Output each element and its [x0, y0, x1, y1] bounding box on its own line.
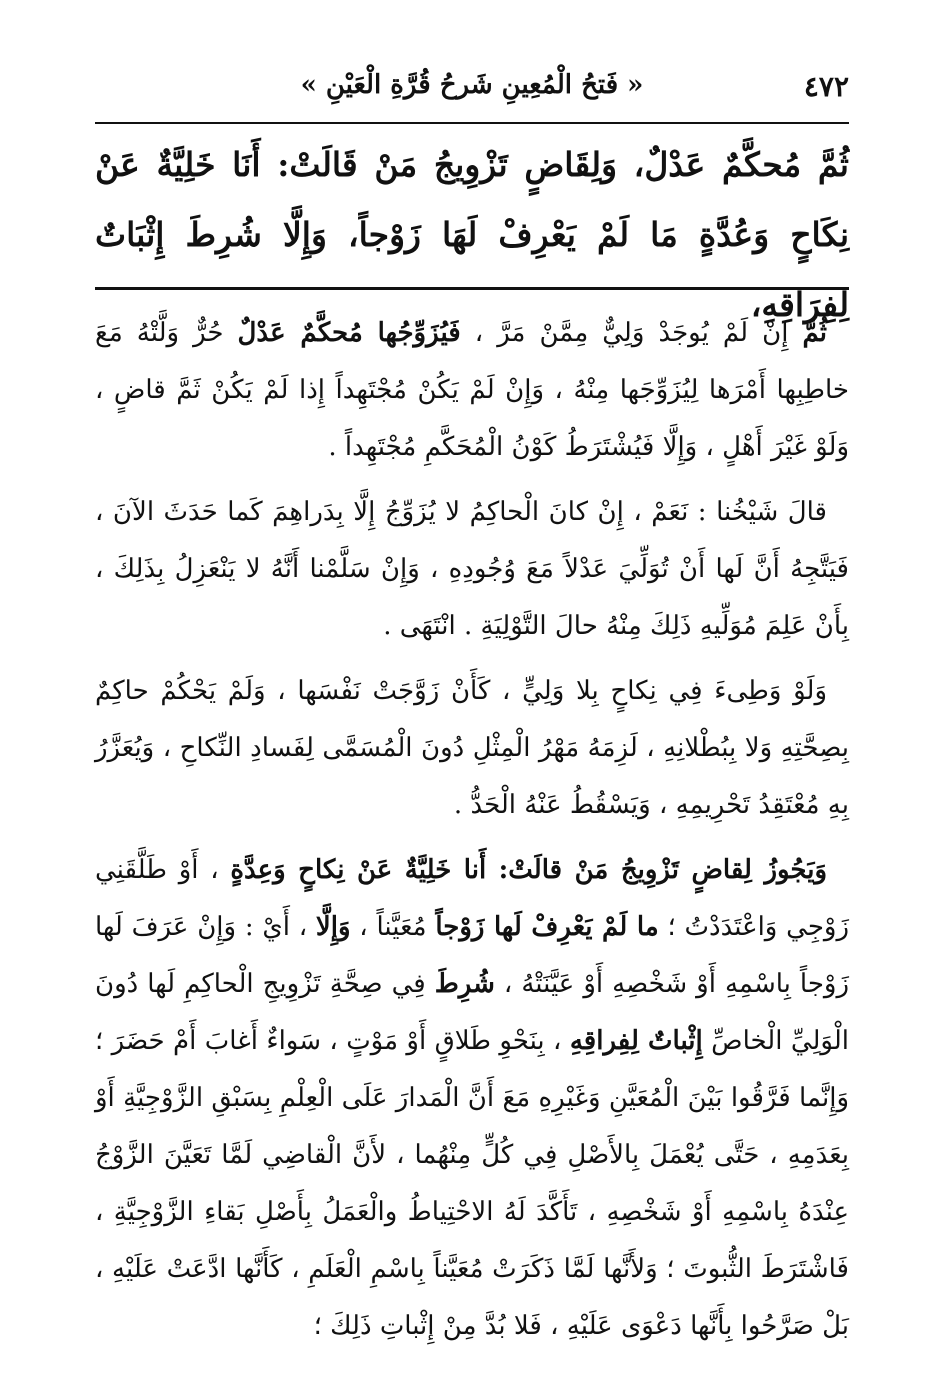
commentary-text: مُعَيَّناً ، — [350, 912, 436, 942]
commentary-text: ، أَيْ : وَإِنْ عَرَفَ لَها زَوْجاً بِاسْمِهِ أَوْ شَخْصِهِ أَوْ عَيَّنَتْهُ ، — [95, 912, 849, 999]
quoted-matn: وَإِلَّا — [315, 912, 351, 942]
commentary-paragraph-3: وَلَوْ وَطِىءَ فِي نِكاحٍ بِلا وَلِيٍّ ، كَأَنْ زَوَّجَتْ نَفْسَها ، وَلَمْ يَحْكُمْ حاكِمٌ بِصِحَّتِهِ وَلا بِبُطْلانِهِ ، لَزِمَهُ مَهْرُ الْمِثْلِ دُونَ الْمُسَمَّى لِفَسادِ النِّكاحِ ، وَيُعَزَّرُ بِهِ مُعْتَقِدُ تَحْرِيمِهِ ، وَيَسْقُطُ عَنْهُ الْحَدُّ . — [95, 676, 849, 820]
page-header — [95, 66, 849, 116]
running-title: « فَتحُ الْمُعِينِ شَرحُ قُرَّةِ الْعَيْنِ » — [300, 70, 644, 100]
matn-text: ثُمَّ مُحكَّمٌ عَدْلٌ، وَلِقَاضٍ تَزْوِيجُ مَنْ قَالَتْ: أَنَا خَلِيَّةٌ عَنْ نِكَاحٍ وَعُدَّةٍ مَا لَمْ يَعْرِفْ لَهَا زَوْجاً، وَإِلَّا شُرِطَ إِثْبَاتٌ لِفِرَاقِهِ، — [95, 145, 849, 324]
commentary-paragraph-1 — [95, 305, 849, 476]
quoted-matn: شُرِطَ — [434, 969, 495, 999]
commentary-text: ، بِنَحْوِ طَلاقٍ أَوْ مَوْتٍ ، سَواءٌ أَغابَ أَمْ حَضَرَ ؛ وَإِنَّما فَرَّقُوا بَيْنَ الْمُعَيَّنِ وَغَيْرِهِ مَعَ أَنَّ الْمَدارَ عَلَى الْعِلْمِ بِسَبْقِ الزَّوْجِيَّةِ أَوْ بِعَدَمِهِ ، حَتَّى يُعْمَلَ بِالأَصْلِ فِي كُلٍّ مِنْهُما ، لأَنَّ الْقاضِي لَمَّا تَعَيَّنَ الزَّوْجُ عِنْدَهُ بِاسْمِهِ أَوْ شَخْصِهِ ، تَأَكَّدَ لَهُ الاحْتِياطُ والْعَمَلُ بِأَصْلِ بَقاءِ الزَّوْجِيَّةِ ، فَاشْتَرَطَ الثُّبوتَ ؛ وَلأَنَّها لَمَّا ذَكَرَتْ مُعَيَّناً بِاسْمِ الْعَلَمِ ، كَأَنَّها ادَّعَتْ عَلَيْهِ ، بَلْ صَرَّحُوا بِأَنَّها دَعْوَى عَلَيْهِ ، فَلا بُدَّ مِنْ إِثْباتِ ذَلِكَ ؛ — [95, 1026, 849, 1341]
quoted-matn: ما لَمْ يَعْرِفْ لَها زَوْجاً — [435, 912, 659, 942]
page-number: ٤٧٢ — [803, 70, 849, 103]
commentary-text: إِنْ لَمْ يُوجَدْ وَلِيٌّ مِمَّنْ مَرَّ ، — [460, 318, 803, 348]
commentary-text: ، أَوْ طَلَّقَنِي زَوْجِي وَاعْتَدَدْتُ ؛ — [95, 855, 849, 942]
commentary-text: فِي صِحَّةِ تَزْوِيجِ الْحاكِمِ لَها دُونَ الْوَلِيِّ الْخاصِّ — [95, 969, 850, 1056]
header-rule — [95, 122, 849, 124]
commentary-paragraph-2: قالَ شَيْخُنا : نَعَمْ ، إِنْ كانَ الْحاكِمُ لا يُزَوِّجُ إِلَّا بِدَراهِمَ كَما حَدَثَ الآنَ ، فَيَتَّجِهُ أَنَّ لَها أَنْ تُوَلِّيَ عَدْلاً مَعَ وُجُودِهِ ، وَإِنْ سَلَّمْنا أَنَّهُ لا يَنْعَزِلُ بِذَلِكَ ، بِأَنْ عَلِمَ مُوَلِّيهِ ذَلِكَ مِنْهُ حالَ التَّوْلِيَةِ . انْتَهَى . — [95, 497, 849, 641]
quoted-matn: ثُمَّ — [802, 318, 827, 348]
quoted-matn: وَيَجُوزُ لِقاضٍ تَزْوِيجُ مَنْ قالَتْ: أَنا خَلِيَّةٌ عَنْ نِكاحٍ وَعِدَّةٍ — [230, 855, 828, 885]
commentary — [95, 305, 849, 1363]
commentary-text: حُرٌّ وَلَّتْهُ مَعَ خاطِبِها أَمْرَها لِيُزَوِّجَها مِنْهُ ، وَإِنْ لَمْ يَكُنْ مُجْتَهِداً إِذا لَمْ يَكُنْ ثَمَّ قاضٍ ، وَلَوْ غَيْرَ أَهْلٍ ، وَإِلَّا فَيُشْتَرَطُ كَوْنُ الْمُحَكَّمِ مُجْتَهِداً . — [95, 318, 849, 462]
quoted-matn: إِثْباتٌ لِفِراقِهِ — [569, 1026, 703, 1056]
quoted-matn: فَيُزَوِّجُها مُحكَّمٌ عَدْلٌ — [237, 318, 461, 348]
matn-sharh-separator — [95, 287, 849, 290]
commentary-paragraph-4 — [95, 842, 849, 1355]
